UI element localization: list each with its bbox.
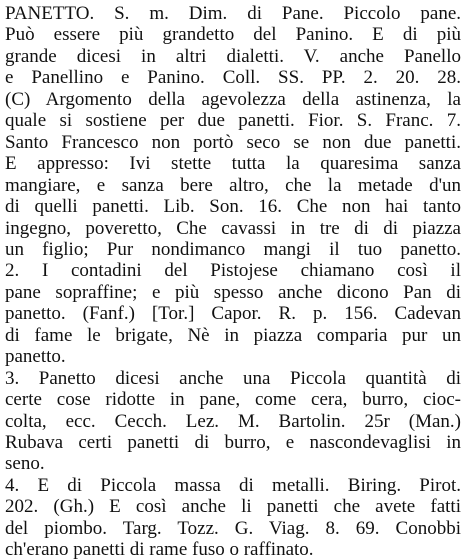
text-line: E appresso: Ivi stette tutta la quaresima sanza: [5, 153, 461, 175]
text-line: di quelli panetti. Lib. Son. 16. Che non hai tanto: [5, 196, 461, 218]
text-line: colta, ecc. Cecch. Lez. M. Bartolin. 25r (Man.): [5, 410, 461, 432]
sense-2-line: 2. I contadini del Pistojese chiamano così il: [5, 260, 461, 282]
text-line: Può essere più grandetto del Panino. E di più: [5, 24, 461, 46]
text-line: certe cose ridotte in pane, come cera, burro, cioc-: [5, 389, 461, 411]
text-line: di fame le brigate, Nè in piazza comparia pur un: [5, 324, 461, 346]
text-line: 202. (Gh.) E così anche li panetti che avete fatti: [5, 496, 461, 518]
text-line: seno.: [5, 453, 45, 475]
text-line: panetto.: [5, 346, 66, 368]
text-line: mangiare, e sanza bere altro, che la metade d'un: [5, 174, 461, 196]
text-line: ingegno, poveretto, Che cavassi in tre di di piazza: [5, 217, 461, 239]
sense-4-line: 4. E di Piccola massa di metalli. Biring. Pirot.: [5, 474, 461, 496]
text-line: panetto. (Fanf.) [Tor.] Capor. R. p. 156. Cadevan: [5, 303, 461, 325]
text-line: (C) Argomento della agevolezza della astinenza, la: [5, 88, 461, 110]
text-line: ch'erano panetti di rame fuso o raffinato.: [5, 539, 314, 560]
sense-3-line: 3. Panetto dicesi anche una Piccola quantità di: [5, 367, 461, 389]
text-line: grande dicesi in altri dialetti. V. anche Panello: [5, 45, 461, 67]
text-line: Rubava certi panetti di burro, e nascondevaglisi in: [5, 432, 461, 453]
headword-line: PANETTO. S. m. Dim. di Pane. Piccolo pane.: [5, 3, 461, 24]
text-line: Santo Francesco non portò seco se non due panetti.: [5, 131, 461, 153]
text-line: pane sopraffine; e più spesso anche dicono Pan di: [5, 281, 461, 303]
text-line: un figlio; Pur nondimanco mangi il tuo panetto.: [5, 238, 461, 260]
text-line: e Panellino e Panino. Coll. SS. PP. 2. 20. 28.: [5, 67, 461, 89]
text-line: del piombo. Targ. Tozz. G. Viag. 8. 69. Conobbi: [5, 517, 461, 539]
text-line: quale si sostiene per due panetti. Fior. S. Franc. 7.: [5, 110, 461, 132]
